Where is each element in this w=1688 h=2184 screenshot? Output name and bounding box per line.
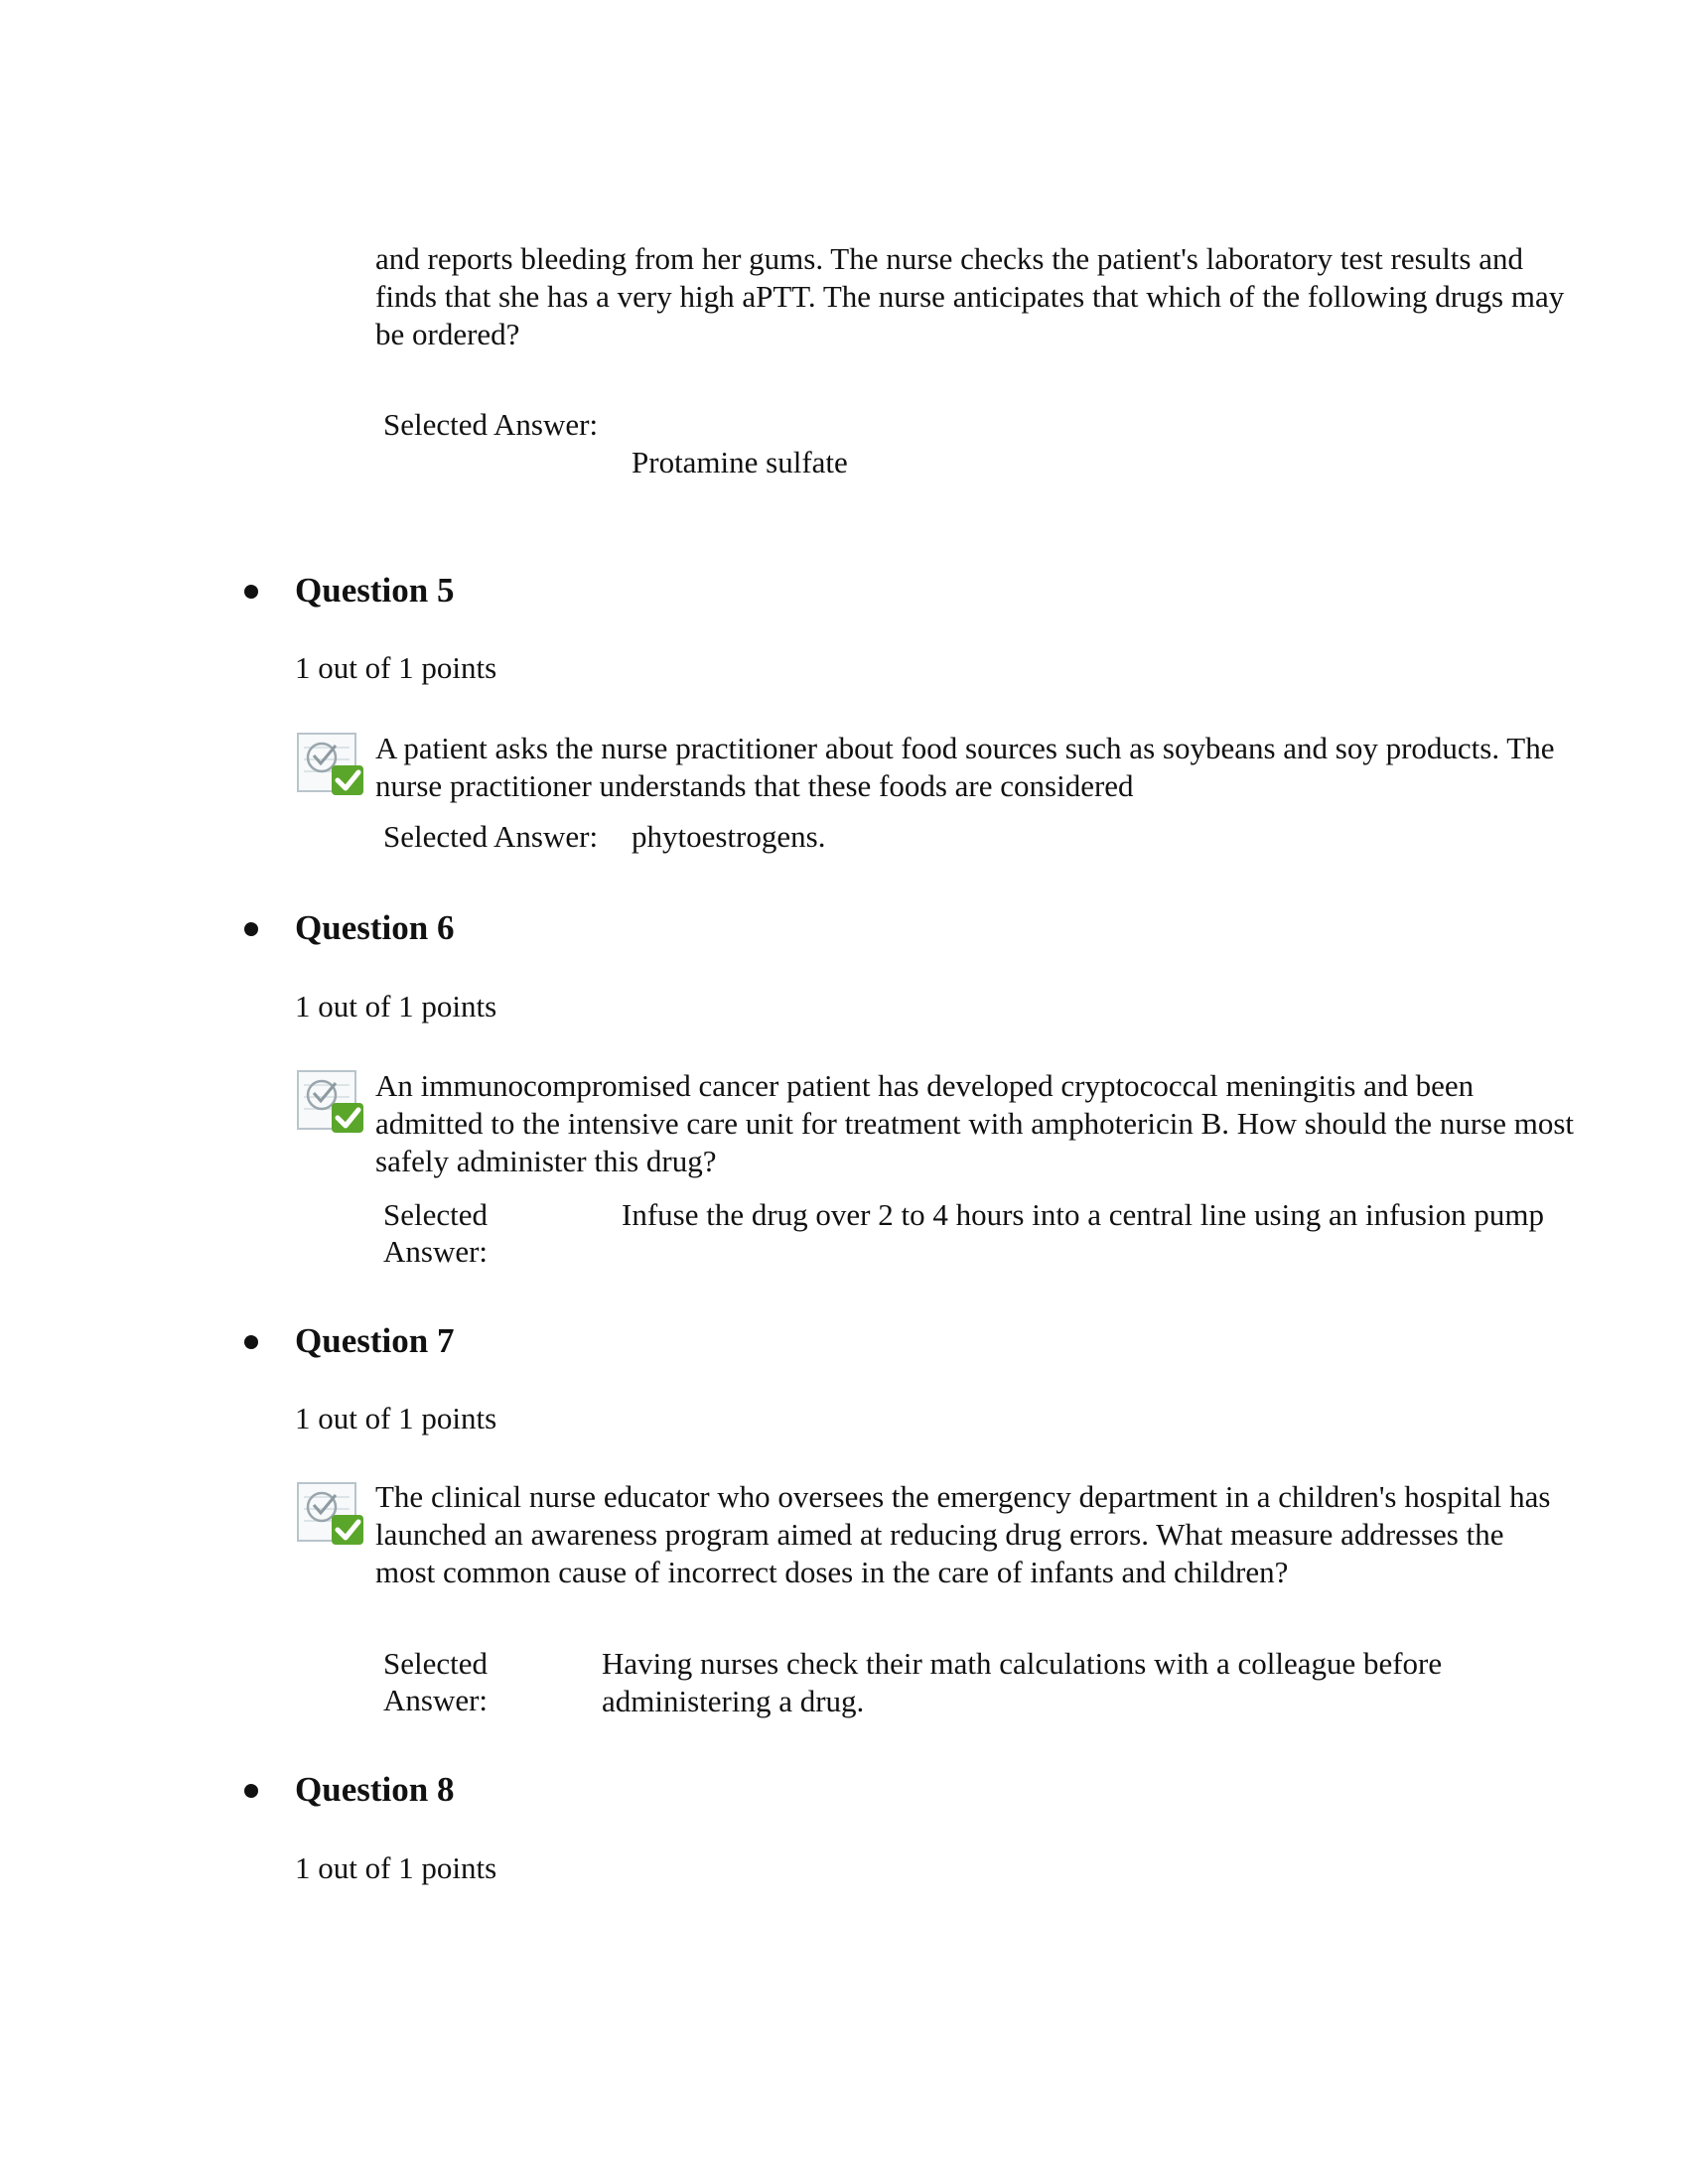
question-8-title: Question 8 <box>295 1770 455 1809</box>
question-6-selected-answer: Infuse the drug over 2 to 4 hours into a central line using an infusion pump <box>622 1197 1544 1232</box>
question-4-selected-answer: Protamine sulfate <box>632 445 848 479</box>
question-6-points: 1 out of 1 points <box>295 989 497 1024</box>
correct-check-icon <box>296 1477 367 1549</box>
question-5-selected-label: Selected Answer: <box>383 819 599 854</box>
question-4-text: and reports bleeding from her gums. The nurse checks the patient's laboratory test results and finds that she has a very high aPTT. The nurse anticipates that which of the following drugs may be ordered? <box>375 241 1565 351</box>
question-7-points: 1 out of 1 points <box>295 1401 497 1435</box>
correct-check-icon <box>296 1065 367 1137</box>
question-7-title: Question 7 <box>295 1321 455 1360</box>
question-4-selected-label: Selected Answer: <box>383 407 599 442</box>
question-7-selected-label-2: Answer: <box>383 1683 489 1717</box>
question-7-selected-answer: Having nurses check their math calculations with a colleague before administering a drug. <box>602 1646 1443 1718</box>
bullet <box>244 585 258 599</box>
question-5-title: Question 5 <box>295 571 455 610</box>
bullet <box>244 1784 258 1798</box>
bullet <box>244 1335 258 1349</box>
question-5-text: A patient asks the nurse practitioner about food sources such as soybeans and soy products. The nurse practitioner understands that these foods are considered <box>375 731 1555 803</box>
question-6-selected-label-2: Answer: <box>383 1234 489 1269</box>
question-5-selected-answer: phytoestrogens. <box>632 819 826 854</box>
question-6-selected-label-1: Selected <box>383 1197 489 1232</box>
correct-check-icon <box>296 728 367 799</box>
question-7-text: The clinical nurse educator who oversees the emergency department in a children's hospital has launched an awareness program aimed at reducing drug errors. What measure addresses the most common cause of incorrect doses in the care of infants and children? <box>375 1479 1551 1589</box>
question-6-title: Question 6 <box>295 908 455 947</box>
question-7-selected-label-1: Selected <box>383 1646 489 1681</box>
question-6-text: An immunocompromised cancer patient has developed cryptococcal meningitis and been admitted to the intensive care unit for treatment with amphotericin B. How should the nurse most safely administer this drug? <box>375 1068 1575 1178</box>
question-5-points: 1 out of 1 points <box>295 650 497 685</box>
question-8-points: 1 out of 1 points <box>295 1850 497 1885</box>
bullet <box>244 922 258 936</box>
